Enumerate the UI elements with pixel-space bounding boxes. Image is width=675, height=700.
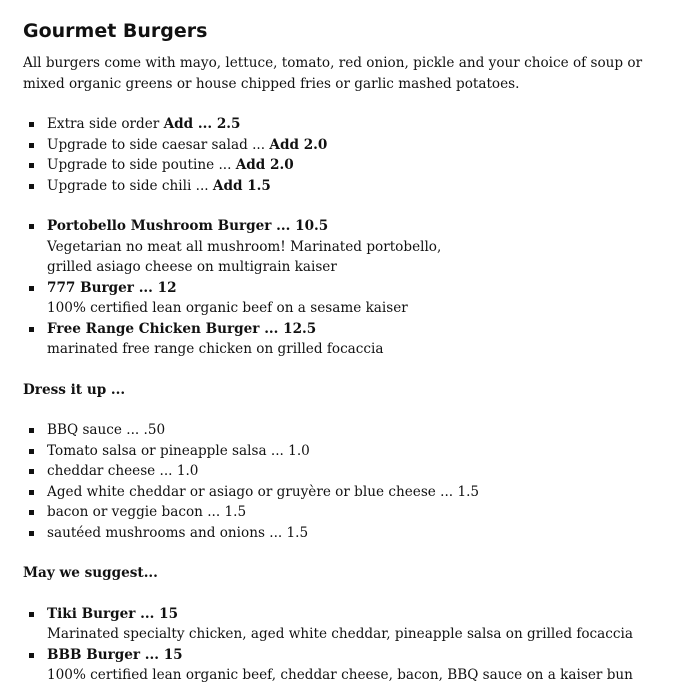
- side-price: Add 2.0: [269, 136, 328, 153]
- suggest-list: [23, 604, 675, 686]
- burger-desc: grilled asiago cheese on multigrain kaiser: [47, 259, 337, 275]
- dress-list: [23, 420, 675, 543]
- page-title: Gourmet Burgers: [23, 20, 208, 42]
- list-item: [23, 176, 675, 197]
- list-item: bacon or veggie bacon ... 1.5: [23, 502, 675, 523]
- side-price: Add 1.5: [212, 177, 271, 194]
- section-heading-suggest: May we suggest...: [23, 565, 158, 581]
- list-item: [23, 155, 675, 176]
- list-item: [23, 319, 675, 360]
- sides-list: [23, 114, 675, 196]
- list-item: cheddar cheese ... 1.0: [23, 461, 675, 482]
- burger-name: 777 Burger ... 12: [47, 279, 177, 296]
- burger-name: Tiki Burger ... 15: [47, 605, 179, 622]
- burger-name: Portobello Mushroom Burger ... 10.5: [47, 218, 329, 234]
- section-heading-dress: Dress it up ...: [23, 381, 126, 398]
- burger-desc: 100% certified lean organic beef on a sesame kaiser: [47, 300, 408, 316]
- burger-name: BBB Burger ... 15: [47, 646, 183, 663]
- burger-desc: marinated free range chicken on grilled focaccia: [47, 341, 384, 357]
- side-text: Upgrade to side caesar salad ...: [47, 136, 270, 153]
- intro-text: All burgers come with mayo, lettuce, tomato, red onion, pickle and your choice of soup or mixed organic greens or house chipped fries or garlic mashed potatoes.: [23, 55, 643, 92]
- list-item: BBQ sauce ... .50: [23, 420, 675, 441]
- burger-desc: Vegetarian no meat all mushroom! Marinated portobello,: [47, 238, 442, 255]
- list-item: Tomato salsa or pineapple salsa ... 1.0: [23, 441, 675, 462]
- burger-desc: Marinated specialty chicken, aged white cheddar, pineapple salsa on grilled focaccia: [47, 626, 633, 642]
- side-text: Upgrade to side chili ...: [47, 177, 213, 194]
- side-text: Extra side order: [47, 116, 164, 132]
- burger-desc: 100% certified lean organic beef, cheddar cheese, bacon, BBQ sauce on a kaiser bun: [47, 667, 633, 683]
- list-item: [23, 645, 675, 686]
- list-item: [23, 278, 675, 319]
- list-item: [23, 604, 675, 645]
- list-item: sautéed mushrooms and onions ... 1.5: [23, 523, 675, 544]
- side-text: Upgrade to side poutine ...: [47, 157, 236, 173]
- list-item: Aged white cheddar or asiago or gruyère or blue cheese ... 1.5: [23, 482, 675, 503]
- side-price: Add ... 2.5: [163, 116, 241, 132]
- burger-name: Free Range Chicken Burger ... 12.5: [47, 320, 317, 337]
- list-item: [23, 135, 675, 156]
- burgers-list: [23, 216, 675, 360]
- list-item: [23, 216, 675, 278]
- list-item: [23, 114, 675, 135]
- side-price: Add 2.0: [235, 157, 294, 173]
